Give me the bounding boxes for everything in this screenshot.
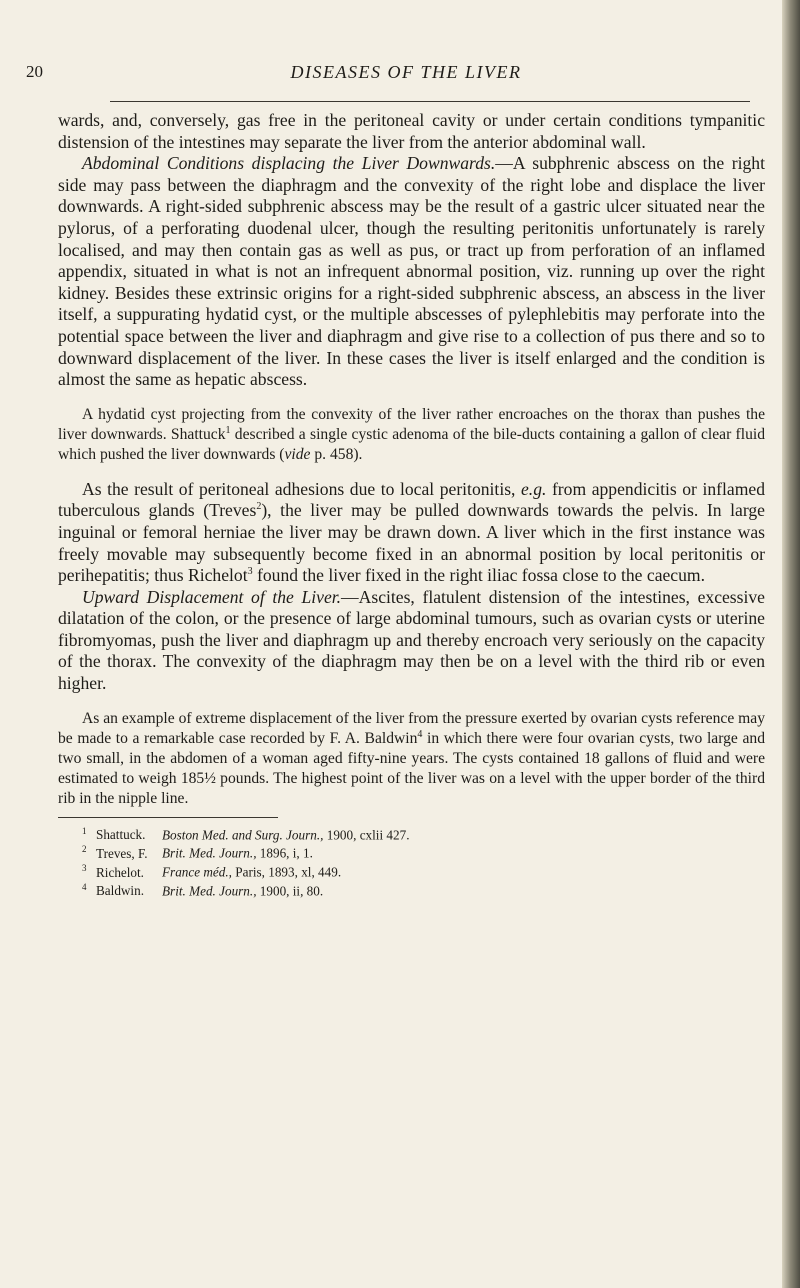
paragraph-baldwin-case: [58, 709, 765, 809]
footnote-ref-4: 4: [417, 728, 423, 740]
paragraph-text: —A subphrenic abscess on the right side may pass between the diaphragm and the convexity of the right lobe and displace the liver downwards. A right-sided subphrenic abscess may be the result of a gastric ulcer situated near the pylorus, of a perforating duodenal ulcer, though the resulting peritonitis unfortunately is rarely localised, and may then contain gas as well as pus, or tract up from perforation of an inflamed appendix, situated in what is not an infrequent abnormal position, viz. running up over the right kidney. Besides these extrinsic origins for a right-sided subphrenic abscess, an abscess in the liver itself, a suppurating hydatid cyst, or the multiple abscesses of pylephlebitis may perforate into the potential space between the liver and diaphragm and give rise to a collection of pus there and so to downward displacement of the liver. In these cases the liver is itself enlarged and the condition is almost the same as hepatic abscess.: [58, 153, 765, 390]
page-number: 20: [26, 62, 43, 81]
footnote-author: Shattuck.: [96, 827, 146, 843]
header-rule: [110, 101, 750, 102]
footnote-details: 1896, i, 1.: [256, 845, 313, 861]
footnote-details: 1900, ii, 80.: [256, 883, 324, 899]
footnote-number: 3: [82, 863, 87, 874]
footnote-source: Brit. Med. Journ.,: [162, 845, 257, 861]
footnote-rule: [58, 817, 278, 818]
paragraph-text: —Ascites, flatulent distension of the intestines, excessive dilatation of the colon, or the presence of large abdominal tumours, such as ovarian cysts or uterine fibromyomas, push the liver and diaphragm up and thereby encroach very seriously on the capacity of the thorax. The convexity of the diaphragm may then be on a level with the third rib or even higher.: [58, 586, 765, 694]
footnote: [58, 842, 765, 861]
paragraph-text: in which there were four ovarian cysts, two large and two small, in the abdomen of a woman aged fifty-nine years. The cysts contained 18 gallons of fluid and were estimated to weigh 185½ pounds. The highest point of the liver was on a level with the upper border of the third rib in the nipple line.: [58, 729, 765, 807]
paragraph-text: A hydatid cyst projecting from the convexity of the liver rather encroaches on the thorax than pushes the liver downwards. Shattuck: [58, 405, 765, 443]
paragraph-peritoneal-adhesions: [58, 479, 765, 587]
footnote-source: France méd.,: [162, 864, 232, 880]
paragraph-hydatid-cyst: [58, 405, 765, 465]
footnote-number: 1: [82, 825, 87, 836]
paragraph-text: p. 458).: [310, 445, 363, 463]
footnote-number: 4: [82, 882, 87, 893]
paragraph-text: ), the liver may be pulled downwards towards the pelvis. In large inguinal or femoral herniae the liver may be drawn down. A liver which in the first instance was freely movable may subsequently become fixed in an abnormal position by local peritonitis or perihepatitis; thus Richelot: [58, 500, 765, 586]
footnote-source: Brit. Med. Journ.,: [162, 883, 257, 899]
paragraph-text: As the result of peritoneal adhesions due to local peritonitis,: [82, 478, 521, 499]
footnote-author: Baldwin.: [96, 883, 144, 899]
footnote-ref-2: 2: [256, 501, 262, 513]
paragraph-downward-displacement: [58, 153, 765, 391]
eg-abbreviation: e.g.: [521, 478, 547, 499]
footnote-details: 1900, cxlii 427.: [323, 827, 410, 843]
page-edge: [782, 0, 800, 1288]
footnote: [58, 824, 765, 843]
running-head: [26, 62, 786, 90]
footnote-author: Treves, F.: [96, 845, 148, 861]
paragraph-continuation: wards, and, conversely, gas free in the peritoneal cavity or under certain conditions tympanitic distension of the intestines may separate the liver from the anterior abdominal wall.: [58, 110, 765, 152]
footnote-author: Richelot.: [96, 864, 144, 880]
section-heading-upward: Upward Displacement of the Liver.: [82, 586, 342, 607]
body-text: [58, 110, 765, 899]
paragraph-text: described a single cystic adenoma of the bile-ducts containing a gallon of clear fluid which pushed the liver downwards (: [58, 425, 765, 463]
section-heading-downwards: Abdominal Conditions displacing the Liver Downwards.: [82, 153, 496, 174]
footnote-ref-1: 1: [225, 424, 231, 436]
paragraph-upward-displacement: [58, 587, 765, 695]
paragraph-text: found the liver fixed in the right iliac fossa close to the caecum.: [252, 565, 705, 586]
footnote-details: Paris, 1893, xl, 449.: [231, 864, 342, 880]
vide-word: vide: [284, 445, 311, 463]
paragraph-text: from appendicitis or inflamed tuberculous glands (Treves: [58, 478, 765, 521]
footnote: [58, 861, 765, 880]
footnote: [58, 880, 765, 899]
paragraph-text: As an example of extreme displacement of the liver from the pressure exerted by ovarian cysts reference may be made to a remarkable case recorded by F. A. Baldwin: [58, 709, 765, 747]
footnotes: [58, 824, 765, 899]
footnote-source: Boston Med. and Surg. Journ.,: [162, 827, 324, 843]
footnote-ref-3: 3: [247, 566, 253, 578]
running-title: DISEASES OF THE LIVER: [290, 62, 522, 82]
footnote-number: 2: [82, 844, 87, 855]
